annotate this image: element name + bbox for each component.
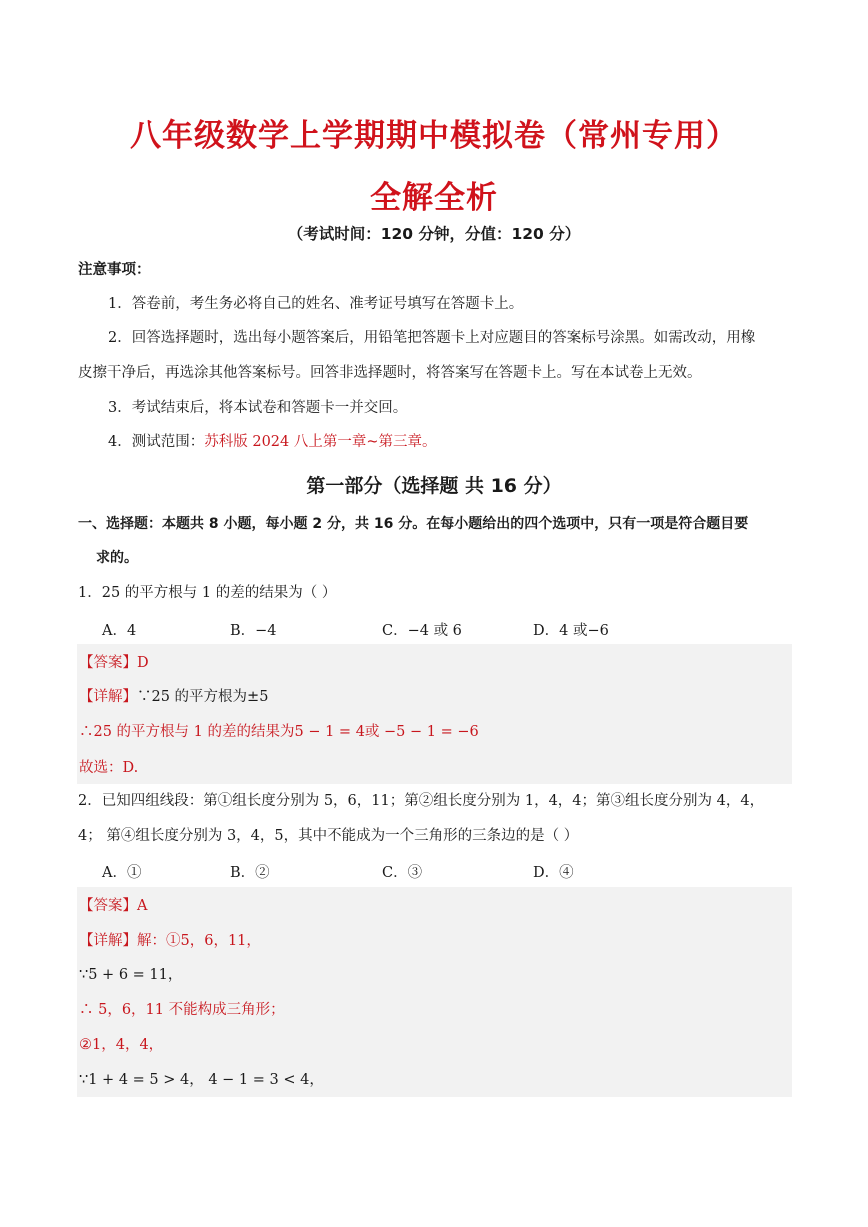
document-subtitle: 全解全析	[370, 180, 498, 216]
question-2-stem: 4； 第④组长度分别为 3，4，5，其中不能成为一个三角形的三条边的是（ ）	[78, 828, 579, 844]
question-2-detail-line: ∴ 5，6，11 不能构成三角形；	[79, 1002, 285, 1018]
note-item: 皮擦干净后，再选涂其他答案标号。回答非选择题时，将答案写在答题卡上。写在本试卷上无效。	[78, 365, 702, 381]
section-title: 第一部分（选择题 共 16 分）	[306, 475, 562, 497]
question-1-option-c: C．−4 或 6	[382, 623, 462, 639]
question-1-option-d: D．4 或−6	[533, 623, 609, 639]
section-instruction: 一、选择题：本题共 8 小题，每小题 2 分，共 16 分。在每小题给出的四个选项中，只有一项是符合题目要	[78, 516, 749, 532]
detail-text: 解：①5，6，11，	[137, 933, 261, 949]
scope-label: 4．测试范围：	[108, 434, 205, 450]
question-1-option-b: B．−4	[230, 623, 277, 639]
question-1-detail-line: ∴25 的平方根与 1 的差的结果为5 − 1 = 4或 −5 − 1 = −6	[79, 724, 479, 740]
question-1-detail	[79, 687, 268, 707]
question-2-answer-box	[77, 887, 792, 1097]
question-1-stem: 1．25 的平方根与 1 的差的结果为（ ）	[78, 585, 337, 601]
notes-heading: 注意事项：	[78, 262, 151, 278]
question-2-answer: 【答案】A	[79, 898, 148, 914]
question-2-detail-line: ②1，4，4，	[79, 1037, 164, 1053]
question-2-detail	[79, 931, 261, 951]
scope-value: 苏科版 2024 八上第一章~第三章。	[204, 434, 437, 450]
question-1-answer: 【答案】D	[79, 655, 149, 671]
note-item-scope	[108, 432, 437, 452]
detail-text: ∵25 的平方根为±5	[137, 689, 269, 705]
note-item: 3．考试结束后，将本试卷和答题卡一并交回。	[108, 400, 408, 416]
question-2-stem: 2．已知四组线段：第①组长度分别为 5，6，11；第②组长度分别为 1，4，4；第③组长度分别为 4，4，	[78, 793, 765, 809]
detail-label: 【详解】	[79, 689, 137, 705]
question-2-option-c: C．③	[382, 865, 423, 881]
exam-info: （考试时间：120 分钟，分值：120 分）	[287, 225, 581, 243]
question-2-option-a: A．①	[102, 865, 142, 881]
section-instruction: 求的。	[96, 550, 138, 566]
document-title: 八年级数学上学期期中模拟卷（常州专用）	[130, 118, 738, 154]
question-1-conclusion: 故选：D.	[79, 760, 139, 776]
question-1-answer-box	[77, 644, 792, 784]
question-2-detail-line: ∵5 + 6 = 11，	[79, 967, 183, 983]
question-2-option-b: B．②	[230, 865, 270, 881]
question-2-detail-line: ∵1 + 4 = 5 > 4， 4 − 1 = 3 < 4，	[79, 1072, 324, 1088]
question-1-option-a: A．4	[102, 623, 137, 639]
detail-label: 【详解】	[79, 933, 137, 949]
note-item: 2．回答选择题时，选出每小题答案后，用铅笔把答题卡上对应题目的答案标号涂黑。如需改动，用橡	[108, 330, 756, 346]
note-item: 1．答卷前，考生务必将自己的姓名、准考证号填写在答题卡上。	[108, 296, 524, 312]
question-2-option-d: D．④	[533, 865, 574, 881]
